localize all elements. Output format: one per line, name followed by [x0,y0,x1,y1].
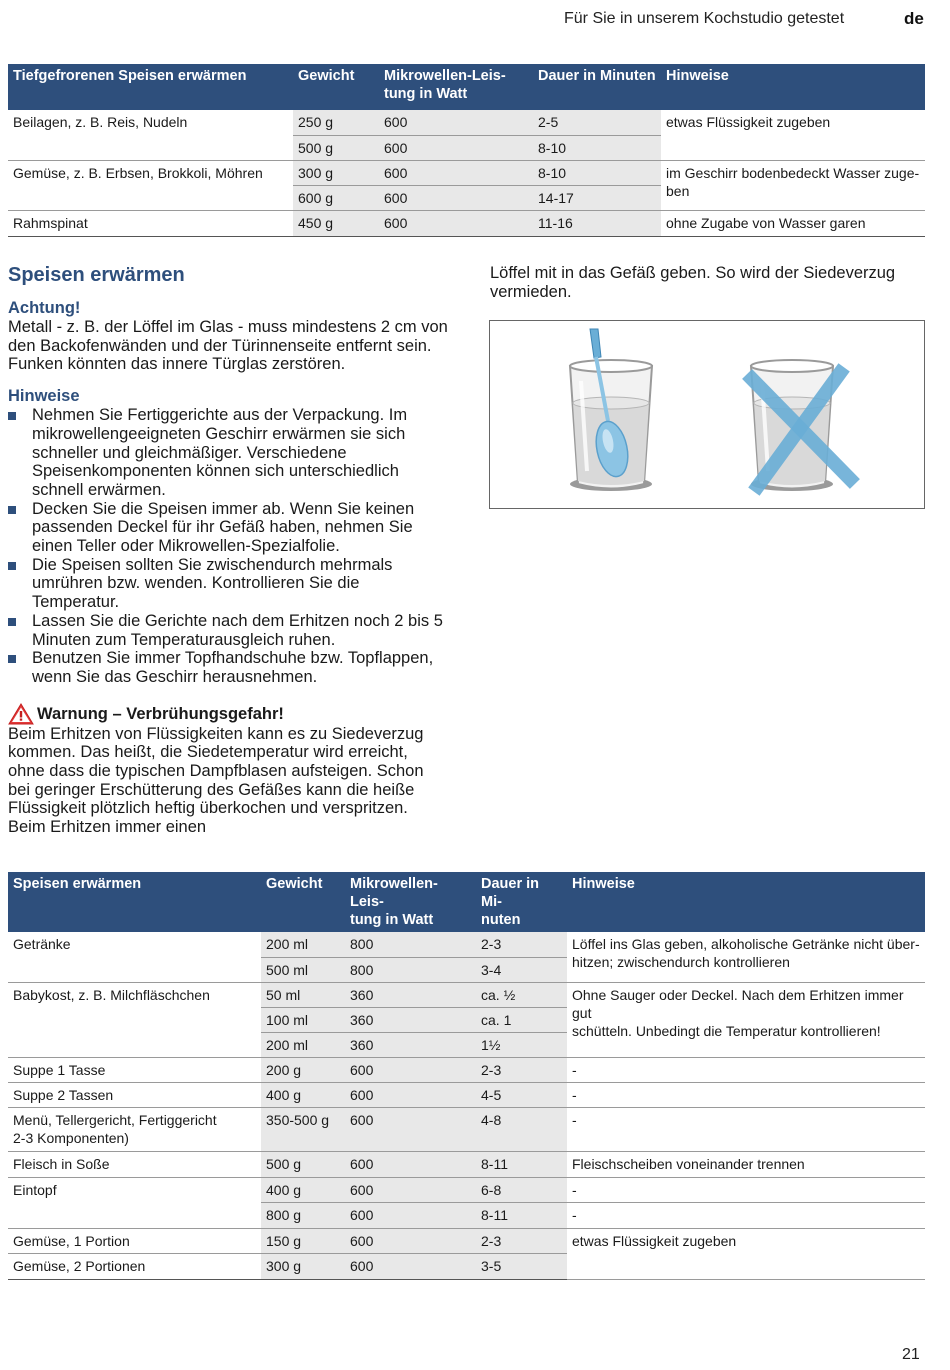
bullet-icon [8,506,16,514]
table-cell-watt: 600 [345,1253,476,1279]
table-cell-weight: 300 g [293,160,379,185]
bullet-icon [8,655,16,663]
table-cell-watt: 600 [379,160,533,185]
table-cell-minutes: ca. ½ [476,982,567,1007]
bullet-icon [8,618,16,626]
table-cell-weight: 450 g [293,210,379,236]
table-cell-watt: 600 [345,1107,476,1151]
warning-continuation-text: Löffel mit in das Gefäß geben. So wird der Siedeverzug vermieden. [490,264,896,301]
table-cell-name: Gemüse, z. B. Erbsen, Brokkoli, Möhren [8,160,293,210]
table-cell-minutes: 8-10 [533,160,661,185]
table-cell-minutes: 8-11 [476,1202,567,1228]
table-cell-note: Löffel ins Glas geben, alkoholische Getränke nicht über- hitzen; zwischendurch kontrollieren [567,932,925,982]
header-title: Für Sie in unserem Kochstudio getestet [564,10,845,27]
table-cell-minutes: 4-8 [476,1107,567,1151]
table-cell-name: Beilagen, z. B. Reis, Nudeln [8,110,293,160]
table-cell-minutes: 3-5 [476,1253,567,1279]
table-cell-note: im Geschirr bodenbedeckt Wasser zuge- ben [661,160,925,210]
column-header: Speisen erwärmen [8,872,261,932]
table-cell-minutes: 1½ [476,1032,567,1057]
glass-with-spoon-icon [570,329,652,491]
column-header: Mikrowellen-Leis- tung in Watt [379,64,533,110]
table-cell-weight: 500 ml [261,957,345,982]
table-cell-note: etwas Flüssigkeit zugeben [661,110,925,160]
warning-continuation [490,264,930,301]
table-cell-weight: 200 ml [261,932,345,957]
table-cell-watt: 600 [345,1082,476,1107]
table-cell-name: Menü, Tellergericht, Fertiggericht 2-3 Komponenten) [8,1107,261,1151]
frozen-food-table [8,64,925,237]
table-cell-name: Gemüse, 1 Portion [8,1228,261,1253]
list-item [8,500,448,556]
section-title: Speisen erwärmen [8,264,185,286]
glass-crossed-icon [751,360,850,491]
list-item [8,556,448,612]
table-cell-minutes: 11-16 [533,210,661,236]
language-code: de [904,9,924,28]
column-header: Mikrowellen-Leis- tung in Watt [345,872,476,932]
table-row [8,160,925,185]
table-cell-weight: 200 g [261,1057,345,1082]
warning-title: Warnung – Verbrühungsgefahr! [37,704,284,723]
table-row [8,1107,925,1151]
table-cell-watt: 800 [345,932,476,957]
table-cell-weight: 400 g [261,1082,345,1107]
bullet-icon [8,412,16,420]
caution-title: Achtung! [8,299,81,317]
table-cell-minutes: 3-4 [476,957,567,982]
table-cell-note: - [567,1177,925,1202]
table-cell-watt: 800 [345,957,476,982]
table-row [8,932,925,957]
table-cell-minutes: 4-5 [476,1082,567,1107]
table-row [8,1177,925,1202]
column-header: Hinweise [661,64,925,110]
table-cell-note: Ohne Sauger oder Deckel. Nach dem Erhitzen immer gut schütteln. Unbedingt die Temperatur kontrollieren! [567,982,925,1057]
table-cell-name: Getränke [8,932,261,982]
table-cell-weight: 600 g [293,185,379,210]
table-cell-watt: 360 [345,982,476,1007]
table-row [8,1151,925,1177]
table-cell-weight: 300 g [261,1253,345,1279]
column-header: Tiefgefrorenen Speisen erwärmen [8,64,293,110]
table-cell-note: - [567,1202,925,1228]
page-header [0,8,950,30]
table-cell-name: Suppe 2 Tassen [8,1082,261,1107]
note-text: Lassen Sie die Gerichte nach dem Erhitzen noch 2 bis 5 Minuten zum Temperaturausgleich ruhen. [32,611,443,649]
bullet-icon [8,562,16,570]
note-text: Die Speisen sollten Sie zwischendurch mehrmals umrühren bzw. wenden. Kontrollieren Sie die Temperatur. [32,555,393,612]
table-row [8,1082,925,1107]
table-cell-weight: 250 g [293,110,379,135]
table-cell-minutes: 2-5 [533,110,661,135]
warning-triangle-icon [8,703,34,725]
table-cell-weight: 50 ml [261,982,345,1007]
page-number: 21 [902,1346,920,1363]
notes-list [8,406,448,687]
column-header: Dauer in Mi- nuten [476,872,567,932]
note-text: Nehmen Sie Fertiggerichte aus der Verpackung. Im mikrowellengeeigneten Geschirr erwärmen sie sich schneller und gleichmäßiger. Verschiedene Speisenkomponenten können sich unterschiedlich schnell erwärmen. [32,406,408,499]
table-cell-weight: 150 g [261,1228,345,1253]
table-cell-note: Fleischscheiben voneinander trennen [567,1151,925,1177]
table-cell-minutes: ca. 1 [476,1007,567,1032]
notes-title: Hinweise [8,387,80,406]
table-cell-watt: 600 [379,110,533,135]
table-cell-name: Gemüse, 2 Portionen [8,1253,261,1279]
table-cell-watt: 600 [345,1202,476,1228]
note-text: Decken Sie die Speisen immer ab. Wenn Sie keinen passenden Deckel für ihr Gefäß haben, nehmen Sie einen Teller oder Mikrowellen-Spezialfolie. [32,499,415,556]
table-cell-weight: 800 g [261,1202,345,1228]
column-header: Dauer in Minuten [533,64,661,110]
table-cell-weight: 350-500 g [261,1107,345,1151]
table-cell-name: Fleisch in Soße [8,1151,261,1177]
table-cell-name: Rahmspinat [8,210,293,236]
table-cell-watt: 600 [379,135,533,160]
table-cell-note: ohne Zugabe von Wasser garen [661,210,925,236]
section-reheating [8,262,448,837]
table-cell-minutes: 6-8 [476,1177,567,1202]
table-row [8,1057,925,1082]
table-cell-watt: 600 [345,1057,476,1082]
warning-heading [8,703,448,725]
table-cell-weight: 200 ml [261,1032,345,1057]
table-row [8,1228,925,1253]
table-cell-minutes: 14-17 [533,185,661,210]
table-cell-watt: 600 [379,210,533,236]
table-cell-weight: 500 g [261,1151,345,1177]
glass-illustration [489,320,925,509]
table-cell-note: - [567,1107,925,1151]
table-cell-watt: 600 [379,185,533,210]
table-cell-watt: 600 [345,1228,476,1253]
table-cell-name: Eintopf [8,1177,261,1228]
list-item [8,612,448,649]
table-cell-note: - [567,1082,925,1107]
table-cell-watt: 360 [345,1007,476,1032]
table-cell-weight: 400 g [261,1177,345,1202]
reheating-table [8,872,925,1280]
table-row [8,982,925,1007]
table-header-row [8,64,925,110]
list-item [8,406,448,500]
table-cell-watt: 360 [345,1032,476,1057]
table-row [8,110,925,135]
table-cell-watt: 600 [345,1177,476,1202]
table-cell-minutes: 2-3 [476,932,567,957]
table-row [8,210,925,236]
table-cell-weight: 500 g [293,135,379,160]
list-item [8,649,448,686]
table-cell-note: etwas Flüssigkeit zugeben [567,1228,925,1279]
table-cell-watt: 600 [345,1151,476,1177]
warning-text: Beim Erhitzen von Flüssigkeiten kann es zu Siedeverzug kommen. Das heißt, die Siedetemperatur wird erreicht, ohne dass die typischen Dampfblasen aufsteigen. Schon bei geringer Erschütterung des Gefäßes kann die heiße Flüssigkeit plötzlich heftig überkochen und verspritzen. Beim Erhitzen immer einen [8,724,424,837]
table-cell-minutes: 8-10 [533,135,661,160]
table-header-row [8,872,925,932]
column-header: Hinweise [567,872,925,932]
table-cell-weight: 100 ml [261,1007,345,1032]
table-cell-minutes: 8-11 [476,1151,567,1177]
table-cell-minutes: 2-3 [476,1057,567,1082]
column-header: Gewicht [293,64,379,110]
table-cell-name: Babykost, z. B. Milchfläschchen [8,982,261,1057]
table-cell-minutes: 2-3 [476,1228,567,1253]
column-header: Gewicht [261,872,345,932]
note-text: Benutzen Sie immer Topfhandschuhe bzw. Topflappen, wenn Sie das Geschirr herausnehmen. [32,649,434,686]
table-cell-name: Suppe 1 Tasse [8,1057,261,1082]
table-cell-note: - [567,1057,925,1082]
caution-text: Metall - z. B. der Löffel im Glas - muss mindestens 2 cm von den Backofenwänden und der Türinnenseite entfernt sein. Funken könnten das innere Türglas zerstören. [8,318,448,374]
